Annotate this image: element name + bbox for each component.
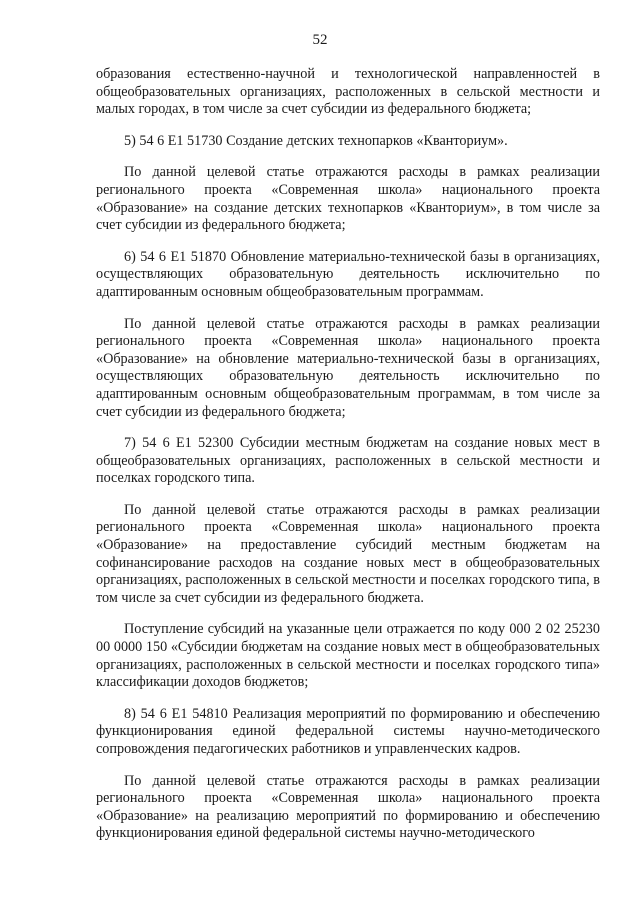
paragraph-item-6: 6) 54 6 E1 51870 Обновление материально-технической базы в организациях, осуществляющих образовательную деятельность исключительно по адаптированным основным общеобразовательным программам. — [96, 248, 600, 300]
page-number: 52 — [312, 32, 328, 48]
paragraph-item-8: 8) 54 6 E1 54810 Реализация мероприятий по формированию и обеспечению функционирования единой федеральной системы научно-методического сопровождения педагогических работников и управленческих кадров. — [96, 705, 600, 757]
paragraph-item-7-description: По данной целевой статье отражаются расходы в рамках реализации регионального проекта «Современная школа» национального проекта «Образование» на предоставление субсидий местным бюджетам на софинансирование расходов на создание новых мест в общеобразовательных организациях, расположенных в сельской местности и поселках городского типа, в том числе за счет субсидии из федерального бюджета. — [96, 501, 600, 606]
paragraph-item-6-description: По данной целевой статье отражаются расходы в рамках реализации регионального проекта «Современная школа» национального проекта «Образование» на обновление материально-технической базы в организациях, осуществляющих образовательную деятельность исключительно по адаптированным основным общеобразовательным программам, в том числе за счет субсидии из федерального бюджета; — [96, 315, 600, 420]
paragraph-item-8-description: По данной целевой статье отражаются расходы в рамках реализации регионального проекта «Современная школа» национального проекта «Образование» на реализацию мероприятий по формированию и обеспечению функционирования единой федеральной системы научно-методического — [96, 772, 600, 842]
paragraph-item-7: 7) 54 6 E1 52300 Субсидии местным бюджетам на создание новых мест в общеобразовательных организациях, расположенных в сельской местности и поселках городского типа. — [96, 435, 600, 487]
document-body — [96, 66, 600, 857]
paragraph-item-5-description: По данной целевой статье отражаются расходы в рамках реализации регионального проекта «Современная школа» национального проекта «Образование» на создание детских технопарков «Кванториум», в том числе за счет субсидии из федерального бюджета; — [96, 164, 600, 234]
paragraph-item-7-revenue: Поступление субсидий на указанные цели отражается по коду 000 2 02 25230 00 0000 150 «Субсидии бюджетам на создание новых мест в общеобразовательных организациях, расположенных в сельской местности и поселках городского типа» классификации доходов бюджетов; — [96, 621, 600, 691]
paragraph-item-5: 5) 54 6 E1 51730 Создание детских технопарков «Кванториум». — [124, 132, 508, 149]
paragraph-continuation: образования естественно-научной и технологической направленностей в общеобразовательных организациях, расположенных в сельской местности и малых городах, в том числе за счет субсидии из федерального бюджета; — [96, 66, 600, 118]
